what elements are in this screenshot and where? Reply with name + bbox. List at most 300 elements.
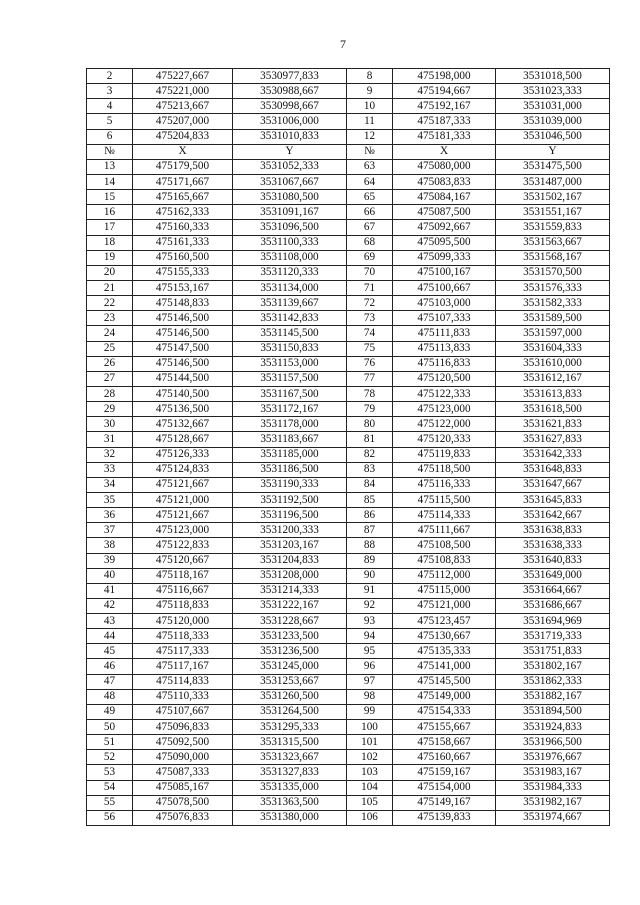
y-left-cell: 3531190,333 [233,477,347,492]
y-right-cell: 3531582,333 [496,296,610,311]
y-right-cell: 3531627,833 [496,432,610,447]
table-row [87,795,610,810]
point-number-right-cell: 71 [347,280,393,295]
table-row [87,69,610,84]
point-number-left-cell: 27 [87,371,133,386]
x-right-cell: 475158,667 [393,735,496,750]
point-number-right-cell: 64 [347,174,393,189]
table-row [87,583,610,598]
table-row [87,750,610,765]
x-right-cell: 475187,333 [393,114,496,129]
x-right-cell: 475111,833 [393,326,496,341]
x-left-cell: 475121,667 [133,477,233,492]
point-number-right-cell: 67 [347,220,393,235]
x-left-cell: 475165,667 [133,190,233,205]
x-right-cell: 475084,167 [393,190,496,205]
point-number-right-cell: 78 [347,386,393,401]
y-left-cell: 3530977,833 [233,69,347,84]
table-row [87,205,610,220]
y-left-cell: 3531222,167 [233,598,347,613]
point-number-right-cell: 68 [347,235,393,250]
y-left-cell: 3531200,333 [233,523,347,538]
y-left-cell: 3531157,500 [233,371,347,386]
x-left-cell: 475116,667 [133,583,233,598]
table-row [87,220,610,235]
y-left-cell: 3531323,667 [233,750,347,765]
point-number-left-cell: 45 [87,644,133,659]
point-number-left-cell: 29 [87,402,133,417]
y-left-cell: 3531172,167 [233,402,347,417]
x-left-cell: 475126,333 [133,447,233,462]
x-right-cell: 475100,167 [393,265,496,280]
x-left-cell: 475123,000 [133,523,233,538]
table-row [87,508,610,523]
point-number-left-cell: 24 [87,326,133,341]
x-left-cell: 475078,500 [133,795,233,810]
x-right-cell: 475115,000 [393,583,496,598]
y-left-cell: 3531006,000 [233,114,347,129]
table-row [87,341,610,356]
x-right-cell: 475083,833 [393,174,496,189]
table-row [87,99,610,114]
point-number-right-cell: 100 [347,720,393,735]
x-left-cell: 475121,000 [133,492,233,507]
point-number-right-cell: 84 [347,477,393,492]
table-row [87,614,610,629]
y-left-cell: 3531010,833 [233,129,347,144]
x-right-cell: 475087,500 [393,205,496,220]
x-left-cell: 475140,500 [133,386,233,401]
y-right-cell: 3531610,000 [496,356,610,371]
point-number-right-cell: 90 [347,568,393,583]
y-left-cell: 3531142,833 [233,311,347,326]
point-number-right-cell: 91 [347,583,393,598]
table-row [87,659,610,674]
x-right-cell: 475122,000 [393,417,496,432]
point-number-left-cell: 14 [87,174,133,189]
y-right-cell: 3531563,667 [496,235,610,250]
table-row [87,311,610,326]
y-left-cell: 3531192,500 [233,492,347,507]
y-left-cell: 3531185,000 [233,447,347,462]
table-row [87,523,610,538]
x-right-cell: 475118,500 [393,462,496,477]
y-right-cell: 3531694,969 [496,614,610,629]
y-left-cell: 3531245,000 [233,659,347,674]
x-right-cell: 475135,333 [393,644,496,659]
y-left-cell: 3531134,000 [233,280,347,295]
point-number-right-cell: 97 [347,674,393,689]
point-number-left-cell: 32 [87,447,133,462]
y-left-cell: 3530988,667 [233,84,347,99]
y-left-cell: 3531380,000 [233,810,347,825]
y-right-cell: 3531046,500 [496,129,610,144]
table-row [87,704,610,719]
y-right-cell: 3531551,167 [496,205,610,220]
x-left-cell: 475121,667 [133,508,233,523]
point-number-left-cell: 34 [87,477,133,492]
y-right-cell: 3531638,833 [496,523,610,538]
point-number-right-cell: 72 [347,296,393,311]
table-row [87,477,610,492]
y-right-cell: Y [496,144,610,159]
table-row [87,720,610,735]
point-number-left-cell: 46 [87,659,133,674]
x-left-cell: 475120,667 [133,553,233,568]
y-right-cell: 3531487,000 [496,174,610,189]
point-number-left-cell: 21 [87,280,133,295]
y-right-cell: 3531018,500 [496,69,610,84]
table-row [87,674,610,689]
point-number-right-cell: 8 [347,69,393,84]
x-right-cell: 475154,333 [393,704,496,719]
x-right-cell: 475108,500 [393,538,496,553]
x-left-cell: 475096,833 [133,720,233,735]
y-right-cell: 3531023,333 [496,84,610,99]
point-number-right-cell: 74 [347,326,393,341]
x-left-cell: 475118,167 [133,568,233,583]
point-number-right-cell: 77 [347,371,393,386]
y-left-cell: 3531236,500 [233,644,347,659]
y-right-cell: 3531802,167 [496,659,610,674]
point-number-left-cell: 35 [87,492,133,507]
x-right-cell: 475159,167 [393,765,496,780]
table-row [87,386,610,401]
point-number-left-cell: 41 [87,583,133,598]
x-right-cell: 475198,000 [393,69,496,84]
y-right-cell: 3531597,000 [496,326,610,341]
y-right-cell: 3531862,333 [496,674,610,689]
x-left-cell: 475107,667 [133,704,233,719]
point-number-right-cell: 12 [347,129,393,144]
point-number-left-cell: 22 [87,296,133,311]
point-number-left-cell: 3 [87,84,133,99]
point-number-right-cell: 80 [347,417,393,432]
x-right-cell: 475112,000 [393,568,496,583]
table-row [87,765,610,780]
point-number-left-cell: 54 [87,780,133,795]
point-number-right-cell: 93 [347,614,393,629]
point-number-left-cell: 42 [87,598,133,613]
y-right-cell: 3531984,333 [496,780,610,795]
page-number: 7 [340,37,346,51]
y-left-cell: 3531052,333 [233,159,347,174]
point-number-right-cell: 69 [347,250,393,265]
y-right-cell: 3531618,500 [496,402,610,417]
point-number-left-cell: 30 [87,417,133,432]
y-left-cell: 3531153,000 [233,356,347,371]
point-number-right-cell: 85 [347,492,393,507]
y-right-cell: 3531974,667 [496,810,610,825]
point-number-right-cell: 76 [347,356,393,371]
point-number-left-cell: 47 [87,674,133,689]
point-number-left-cell: 26 [87,356,133,371]
x-right-cell: 475103,000 [393,296,496,311]
x-left-cell: 475160,333 [133,220,233,235]
x-left-cell: 475122,833 [133,538,233,553]
point-number-right-cell: 65 [347,190,393,205]
table-row [87,568,610,583]
table-row [87,492,610,507]
table-row [87,296,610,311]
x-left-cell: 475085,167 [133,780,233,795]
point-number-left-cell: 16 [87,205,133,220]
y-left-cell: 3531253,667 [233,674,347,689]
y-left-cell: 3531096,500 [233,220,347,235]
point-number-left-cell: 50 [87,720,133,735]
point-number-right-cell: 66 [347,205,393,220]
point-number-left-cell: 40 [87,568,133,583]
x-left-cell: 475179,500 [133,159,233,174]
y-left-cell: 3531139,667 [233,296,347,311]
table-row [87,84,610,99]
y-left-cell: 3531295,333 [233,720,347,735]
y-right-cell: 3531642,667 [496,508,610,523]
x-right-cell: 475123,000 [393,402,496,417]
y-left-cell: 3531214,333 [233,583,347,598]
y-right-cell: 3531640,833 [496,553,610,568]
x-left-cell: 475147,500 [133,341,233,356]
point-number-right-cell: 94 [347,629,393,644]
point-number-right-cell: 88 [347,538,393,553]
point-number-left-cell: 17 [87,220,133,235]
x-left-cell: 475148,833 [133,296,233,311]
x-left-cell: 475124,833 [133,462,233,477]
table-row [87,644,610,659]
point-number-left-cell: 37 [87,523,133,538]
x-left-cell: 475118,333 [133,629,233,644]
point-number-left-cell: 53 [87,765,133,780]
y-left-cell: 3530998,667 [233,99,347,114]
point-number-right-cell: 9 [347,84,393,99]
table-row [87,462,610,477]
y-left-cell: 3531315,500 [233,735,347,750]
point-number-left-cell: 28 [87,386,133,401]
x-right-cell: 475139,833 [393,810,496,825]
table-row [87,190,610,205]
table-row [87,371,610,386]
table-row [87,235,610,250]
x-right-cell: 475115,500 [393,492,496,507]
x-left-cell: 475213,667 [133,99,233,114]
point-number-left-cell: 52 [87,750,133,765]
x-left-cell: 475153,167 [133,280,233,295]
table-row [87,326,610,341]
y-right-cell: 3531894,500 [496,704,610,719]
coordinates-table-body [87,69,610,826]
point-number-left-cell: 4 [87,99,133,114]
x-right-cell: 475122,333 [393,386,496,401]
y-right-cell: 3531559,833 [496,220,610,235]
table-row [87,735,610,750]
y-right-cell: 3531570,500 [496,265,610,280]
table-row [87,356,610,371]
table-row [87,447,610,462]
y-left-cell: 3531327,833 [233,765,347,780]
x-right-cell: 475116,333 [393,477,496,492]
point-number-right-cell: 106 [347,810,393,825]
y-left-cell: 3531204,833 [233,553,347,568]
y-right-cell: 3531475,500 [496,159,610,174]
x-left-cell: 475207,000 [133,114,233,129]
x-left-cell: X [133,144,233,159]
y-right-cell: 3531621,833 [496,417,610,432]
point-number-left-cell: 49 [87,704,133,719]
y-right-cell: 3531719,333 [496,629,610,644]
x-right-cell: 475099,333 [393,250,496,265]
x-left-cell: 475076,833 [133,810,233,825]
point-number-right-cell: 105 [347,795,393,810]
point-number-left-cell: 2 [87,69,133,84]
y-right-cell: 3531039,000 [496,114,610,129]
x-left-cell: 475160,500 [133,250,233,265]
table-row [87,250,610,265]
x-right-cell: 475154,000 [393,780,496,795]
x-right-cell: 475092,667 [393,220,496,235]
x-right-cell: 475120,333 [393,432,496,447]
y-right-cell: 3531686,667 [496,598,610,613]
x-left-cell: 475146,500 [133,311,233,326]
y-left-cell: 3531120,333 [233,265,347,280]
x-right-cell: 475141,000 [393,659,496,674]
point-number-left-cell: 6 [87,129,133,144]
y-right-cell: 3531589,500 [496,311,610,326]
y-left-cell: 3531228,667 [233,614,347,629]
y-right-cell: 3531642,333 [496,447,610,462]
point-number-right-cell: 96 [347,659,393,674]
x-right-cell: 475155,667 [393,720,496,735]
x-right-cell: 475107,333 [393,311,496,326]
point-number-right-cell: 73 [347,311,393,326]
point-number-left-cell: 13 [87,159,133,174]
x-left-cell: 475155,333 [133,265,233,280]
point-number-left-cell: 23 [87,311,133,326]
y-right-cell: 3531647,667 [496,477,610,492]
table-row [87,159,610,174]
x-right-cell: 475123,457 [393,614,496,629]
y-right-cell: 3531649,000 [496,568,610,583]
table-row [87,265,610,280]
x-left-cell: 475118,833 [133,598,233,613]
y-right-cell: 3531568,167 [496,250,610,265]
point-number-right-cell: 83 [347,462,393,477]
table-row [87,553,610,568]
y-right-cell: 3531966,500 [496,735,610,750]
point-number-right-cell: № [347,144,393,159]
y-left-cell: 3531208,000 [233,568,347,583]
point-number-right-cell: 102 [347,750,393,765]
point-number-right-cell: 87 [347,523,393,538]
y-right-cell: 3531612,167 [496,371,610,386]
table-row [87,629,610,644]
x-right-cell: 475192,167 [393,99,496,114]
y-left-cell: Y [233,144,347,159]
point-number-left-cell: 15 [87,190,133,205]
y-right-cell: 3531664,667 [496,583,610,598]
x-right-cell: 475121,000 [393,598,496,613]
y-left-cell: 3531264,500 [233,704,347,719]
y-left-cell: 3531167,500 [233,386,347,401]
y-right-cell: 3531031,000 [496,99,610,114]
point-number-left-cell: 31 [87,432,133,447]
table-row [87,114,610,129]
x-right-cell: 475080,000 [393,159,496,174]
table-row [87,780,610,795]
point-number-left-cell: 25 [87,341,133,356]
y-right-cell: 3531604,333 [496,341,610,356]
x-right-cell: 475181,333 [393,129,496,144]
x-right-cell: 475114,333 [393,508,496,523]
point-number-left-cell: 20 [87,265,133,280]
y-right-cell: 3531502,167 [496,190,610,205]
x-left-cell: 475090,000 [133,750,233,765]
x-right-cell: 475111,667 [393,523,496,538]
x-left-cell: 475227,667 [133,69,233,84]
point-number-right-cell: 63 [347,159,393,174]
point-number-left-cell: 48 [87,689,133,704]
point-number-left-cell: 43 [87,614,133,629]
point-number-right-cell: 79 [347,402,393,417]
x-left-cell: 475117,333 [133,644,233,659]
x-left-cell: 475146,500 [133,326,233,341]
table-row [87,598,610,613]
y-left-cell: 3531183,667 [233,432,347,447]
point-number-right-cell: 75 [347,341,393,356]
x-right-cell: 475116,833 [393,356,496,371]
x-right-cell: 475113,833 [393,341,496,356]
y-left-cell: 3531100,333 [233,235,347,250]
point-number-left-cell: 55 [87,795,133,810]
y-left-cell: 3531186,500 [233,462,347,477]
y-left-cell: 3531335,000 [233,780,347,795]
x-left-cell: 475221,000 [133,84,233,99]
point-number-right-cell: 101 [347,735,393,750]
x-left-cell: 475132,667 [133,417,233,432]
y-left-cell: 3531080,500 [233,190,347,205]
y-right-cell: 3531638,333 [496,538,610,553]
point-number-right-cell: 99 [347,704,393,719]
x-left-cell: 475146,500 [133,356,233,371]
x-right-cell: 475149,000 [393,689,496,704]
y-right-cell: 3531983,167 [496,765,610,780]
point-number-right-cell: 103 [347,765,393,780]
point-number-right-cell: 89 [347,553,393,568]
y-left-cell: 3531145,500 [233,326,347,341]
x-right-cell: 475130,667 [393,629,496,644]
y-left-cell: 3531260,500 [233,689,347,704]
y-left-cell: 3531178,000 [233,417,347,432]
x-right-cell: X [393,144,496,159]
x-right-cell: 475108,833 [393,553,496,568]
x-right-cell: 475095,500 [393,235,496,250]
x-left-cell: 475144,500 [133,371,233,386]
point-number-right-cell: 86 [347,508,393,523]
x-left-cell: 475120,000 [133,614,233,629]
point-number-right-cell: 95 [347,644,393,659]
point-number-left-cell: 18 [87,235,133,250]
x-right-cell: 475145,500 [393,674,496,689]
point-number-right-cell: 104 [347,780,393,795]
point-number-left-cell: 38 [87,538,133,553]
y-left-cell: 3531203,167 [233,538,347,553]
point-number-right-cell: 92 [347,598,393,613]
y-right-cell: 3531576,333 [496,280,610,295]
y-left-cell: 3531150,833 [233,341,347,356]
x-right-cell: 475149,167 [393,795,496,810]
y-right-cell: 3531645,833 [496,492,610,507]
point-number-left-cell: 44 [87,629,133,644]
y-left-cell: 3531363,500 [233,795,347,810]
